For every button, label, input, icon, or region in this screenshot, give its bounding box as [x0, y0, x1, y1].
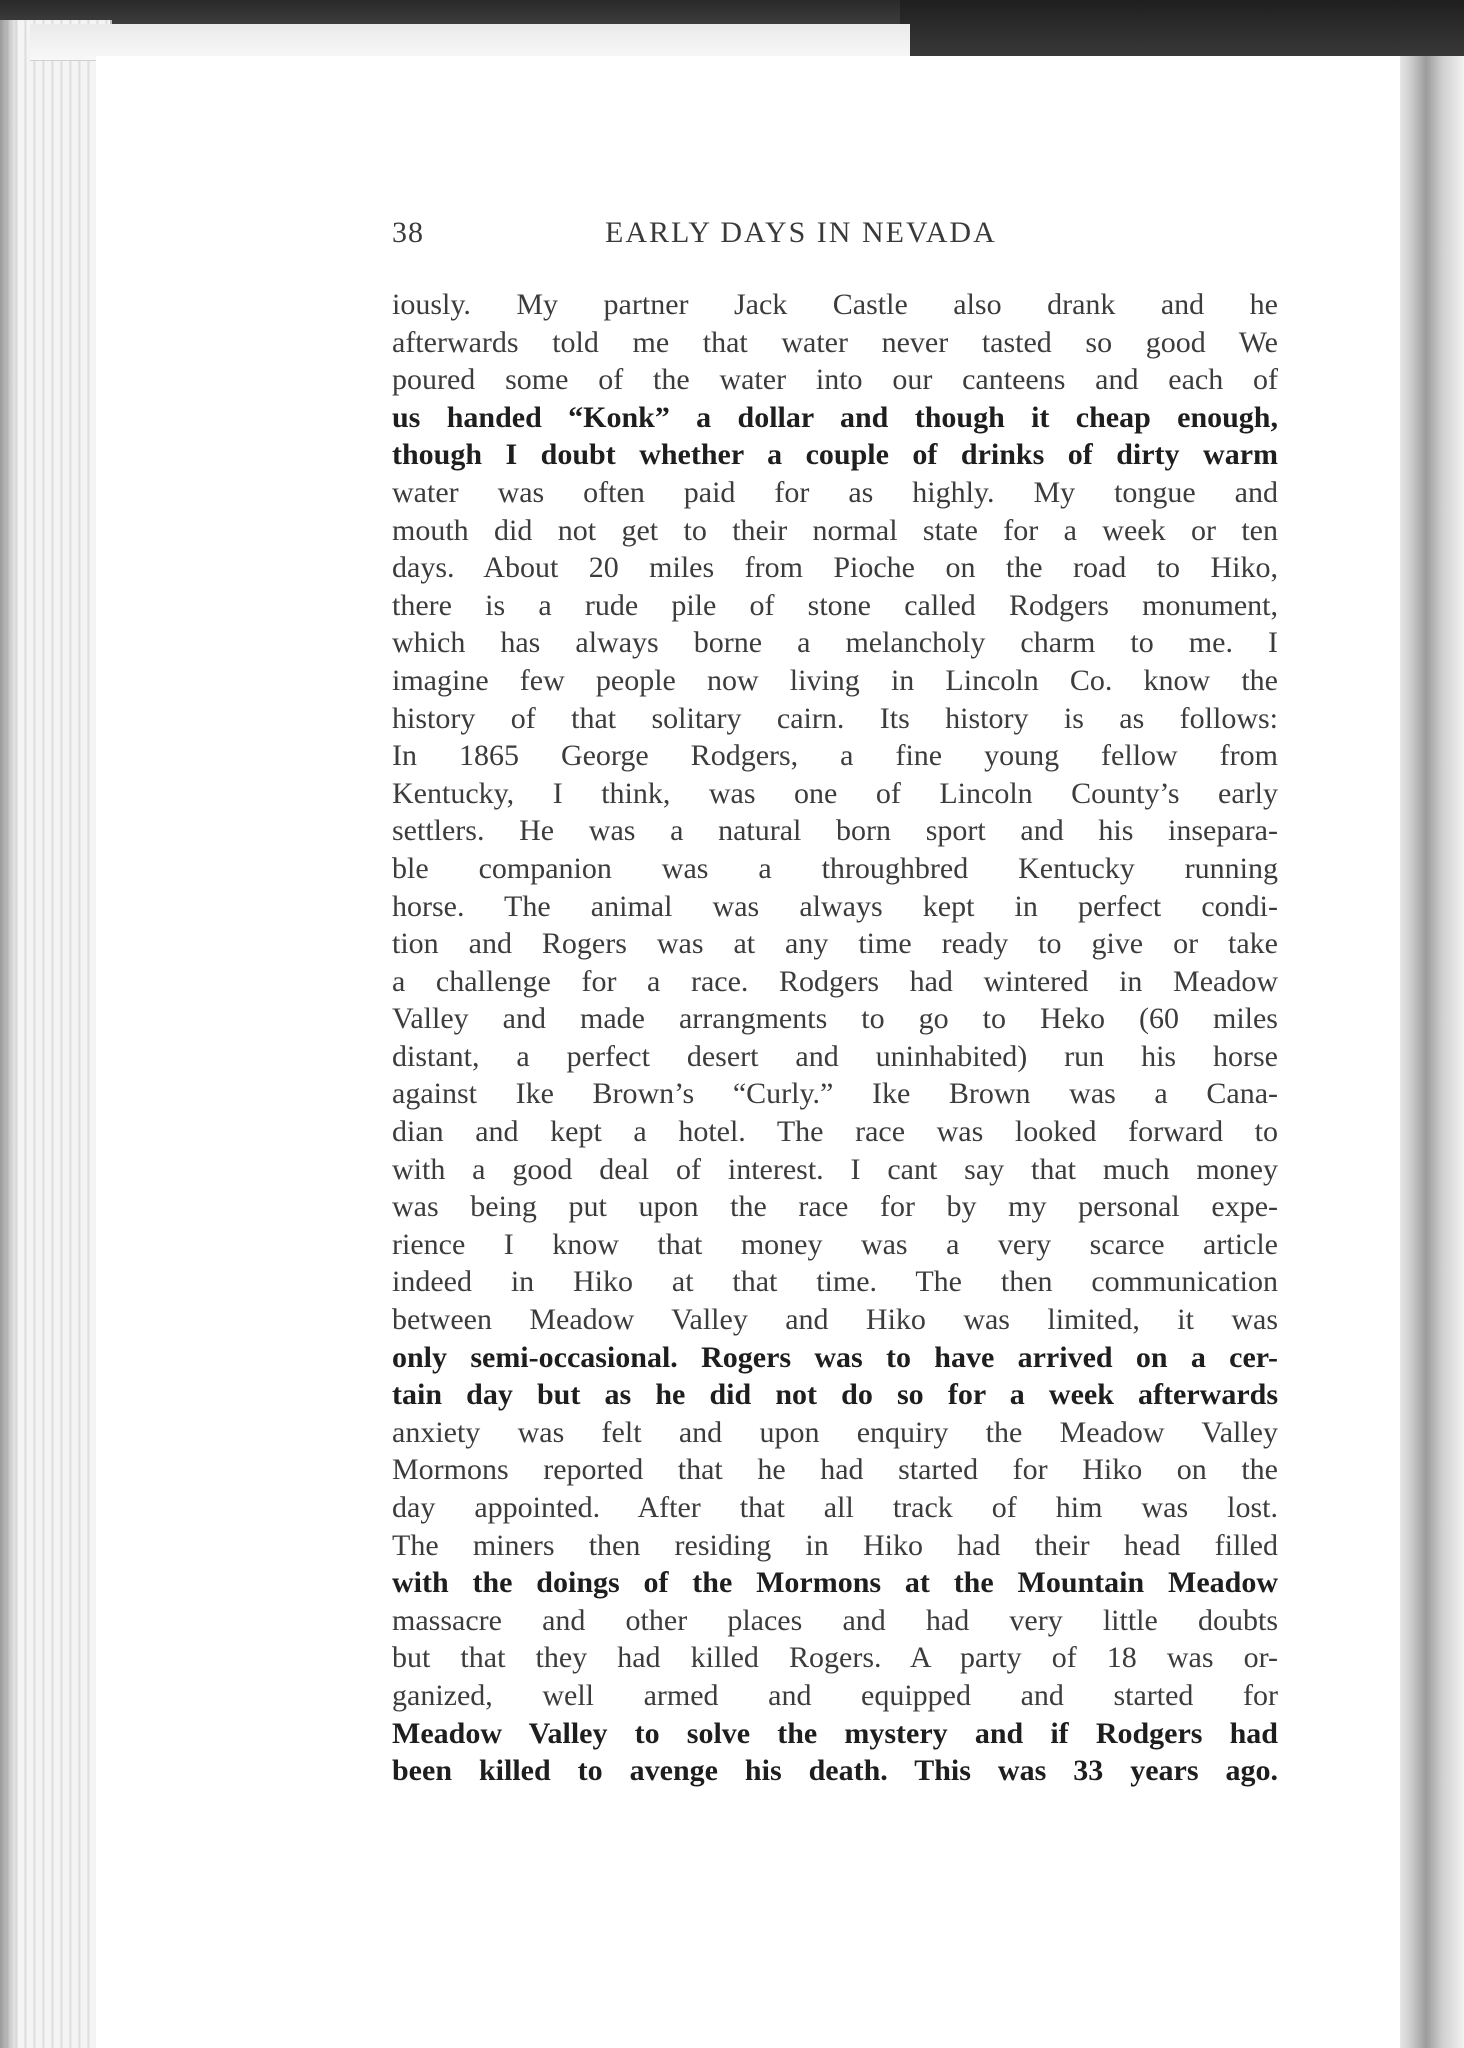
page-header	[392, 216, 1272, 256]
text-line: there is a rude pile of stone called Rodgers monument,	[392, 588, 1278, 622]
text-line: ble companion was a throughbred Kentucky running	[392, 851, 1278, 885]
text-line: Mormons reported that he had started for Hiko on the	[392, 1453, 1278, 1487]
text-line: mouth did not get to their normal state for a week or ten	[392, 513, 1278, 547]
text-line: been killed to avenge his death. This was 33 years ago.	[392, 1754, 1278, 1788]
text-line: day appointed. After that all track of him was lost.	[392, 1491, 1278, 1524]
text-line: only semi-occasional. Rogers was to have arrived on a cer-	[392, 1340, 1278, 1374]
scan-background-top-right	[900, 0, 1464, 60]
text-line: with a good deal of interest. I cant say that much money	[392, 1152, 1278, 1186]
text-line: In 1865 George Rodgers, a fine young fellow from	[392, 739, 1278, 773]
text-line: anxiety was felt and upon enquiry the Meadow Valley	[392, 1415, 1278, 1449]
text-line: with the doings of the Mormons at the Mountain Meadow	[392, 1566, 1278, 1600]
text-line: Valley and made arrangments to go to Heko (60 miles	[392, 1002, 1278, 1036]
text-line: settlers. He was a natural born sport and his insepara-	[392, 814, 1278, 848]
text-line: horse. The animal was always kept in perfect condi-	[392, 889, 1278, 923]
text-line: but that they had killed Rogers. A party of 18 was or-	[392, 1641, 1278, 1675]
text-line: rience I know that money was a very scarce article	[392, 1227, 1278, 1261]
text-line: imagine few people now living in Lincoln Co. know the	[392, 663, 1278, 697]
text-line: The miners then residing in Hiko had their head filled	[392, 1528, 1278, 1562]
text-line: days. About 20 miles from Pioche on the road to Hiko,	[392, 551, 1278, 585]
running-title: EARLY DAYS IN NEVADA	[605, 216, 997, 249]
text-line: against Ike Brown’s “Curly.” Ike Brown was a Cana-	[392, 1077, 1278, 1111]
text-line: Meadow Valley to solve the mystery and if Rodgers had	[392, 1716, 1278, 1750]
text-line: us handed “Konk” a dollar and though it cheap enough,	[392, 400, 1278, 434]
text-line: which has always borne a melancholy charm to me. I	[392, 626, 1278, 660]
text-line: water was often paid for as highly. My tongue and	[392, 475, 1278, 509]
text-line: was being put upon the race for by my personal expe-	[392, 1190, 1278, 1224]
text-line: afterwards told me that water never tasted so good We	[392, 325, 1278, 359]
text-line: massacre and other places and had very little doubts	[392, 1603, 1278, 1637]
text-line: between Meadow Valley and Hiko was limited, it was	[392, 1303, 1278, 1337]
text-line: a challenge for a race. Rodgers had wintered in Meadow	[392, 964, 1278, 998]
text-line: dian and kept a hotel. The race was looked forward to	[392, 1115, 1278, 1149]
body-text	[392, 286, 1278, 1790]
text-line: distant, a perfect desert and uninhabited) run his horse	[392, 1039, 1278, 1073]
text-line: tain day but as he did not do so for a week afterwards	[392, 1378, 1278, 1412]
text-line: Kentucky, I think, was one of Lincoln County’s early	[392, 776, 1278, 810]
left-edge-shadow	[0, 20, 18, 2048]
text-line: ganized, well armed and equipped and started for	[392, 1678, 1278, 1712]
text-line: tion and Rogers was at any time ready to give or take	[392, 927, 1278, 961]
text-line: iously. My partner Jack Castle also drank and he	[392, 288, 1278, 321]
text-line: indeed in Hiko at that time. The then communication	[392, 1265, 1278, 1299]
text-line: history of that solitary cairn. Its history is as follows:	[392, 701, 1278, 735]
page-number: 38	[392, 216, 424, 249]
text-line: poured some of the water into our canteens and each of	[392, 363, 1278, 397]
text-line: though I doubt whether a couple of drinks of dirty warm	[392, 438, 1278, 472]
book-gutter-right	[1400, 56, 1464, 2048]
